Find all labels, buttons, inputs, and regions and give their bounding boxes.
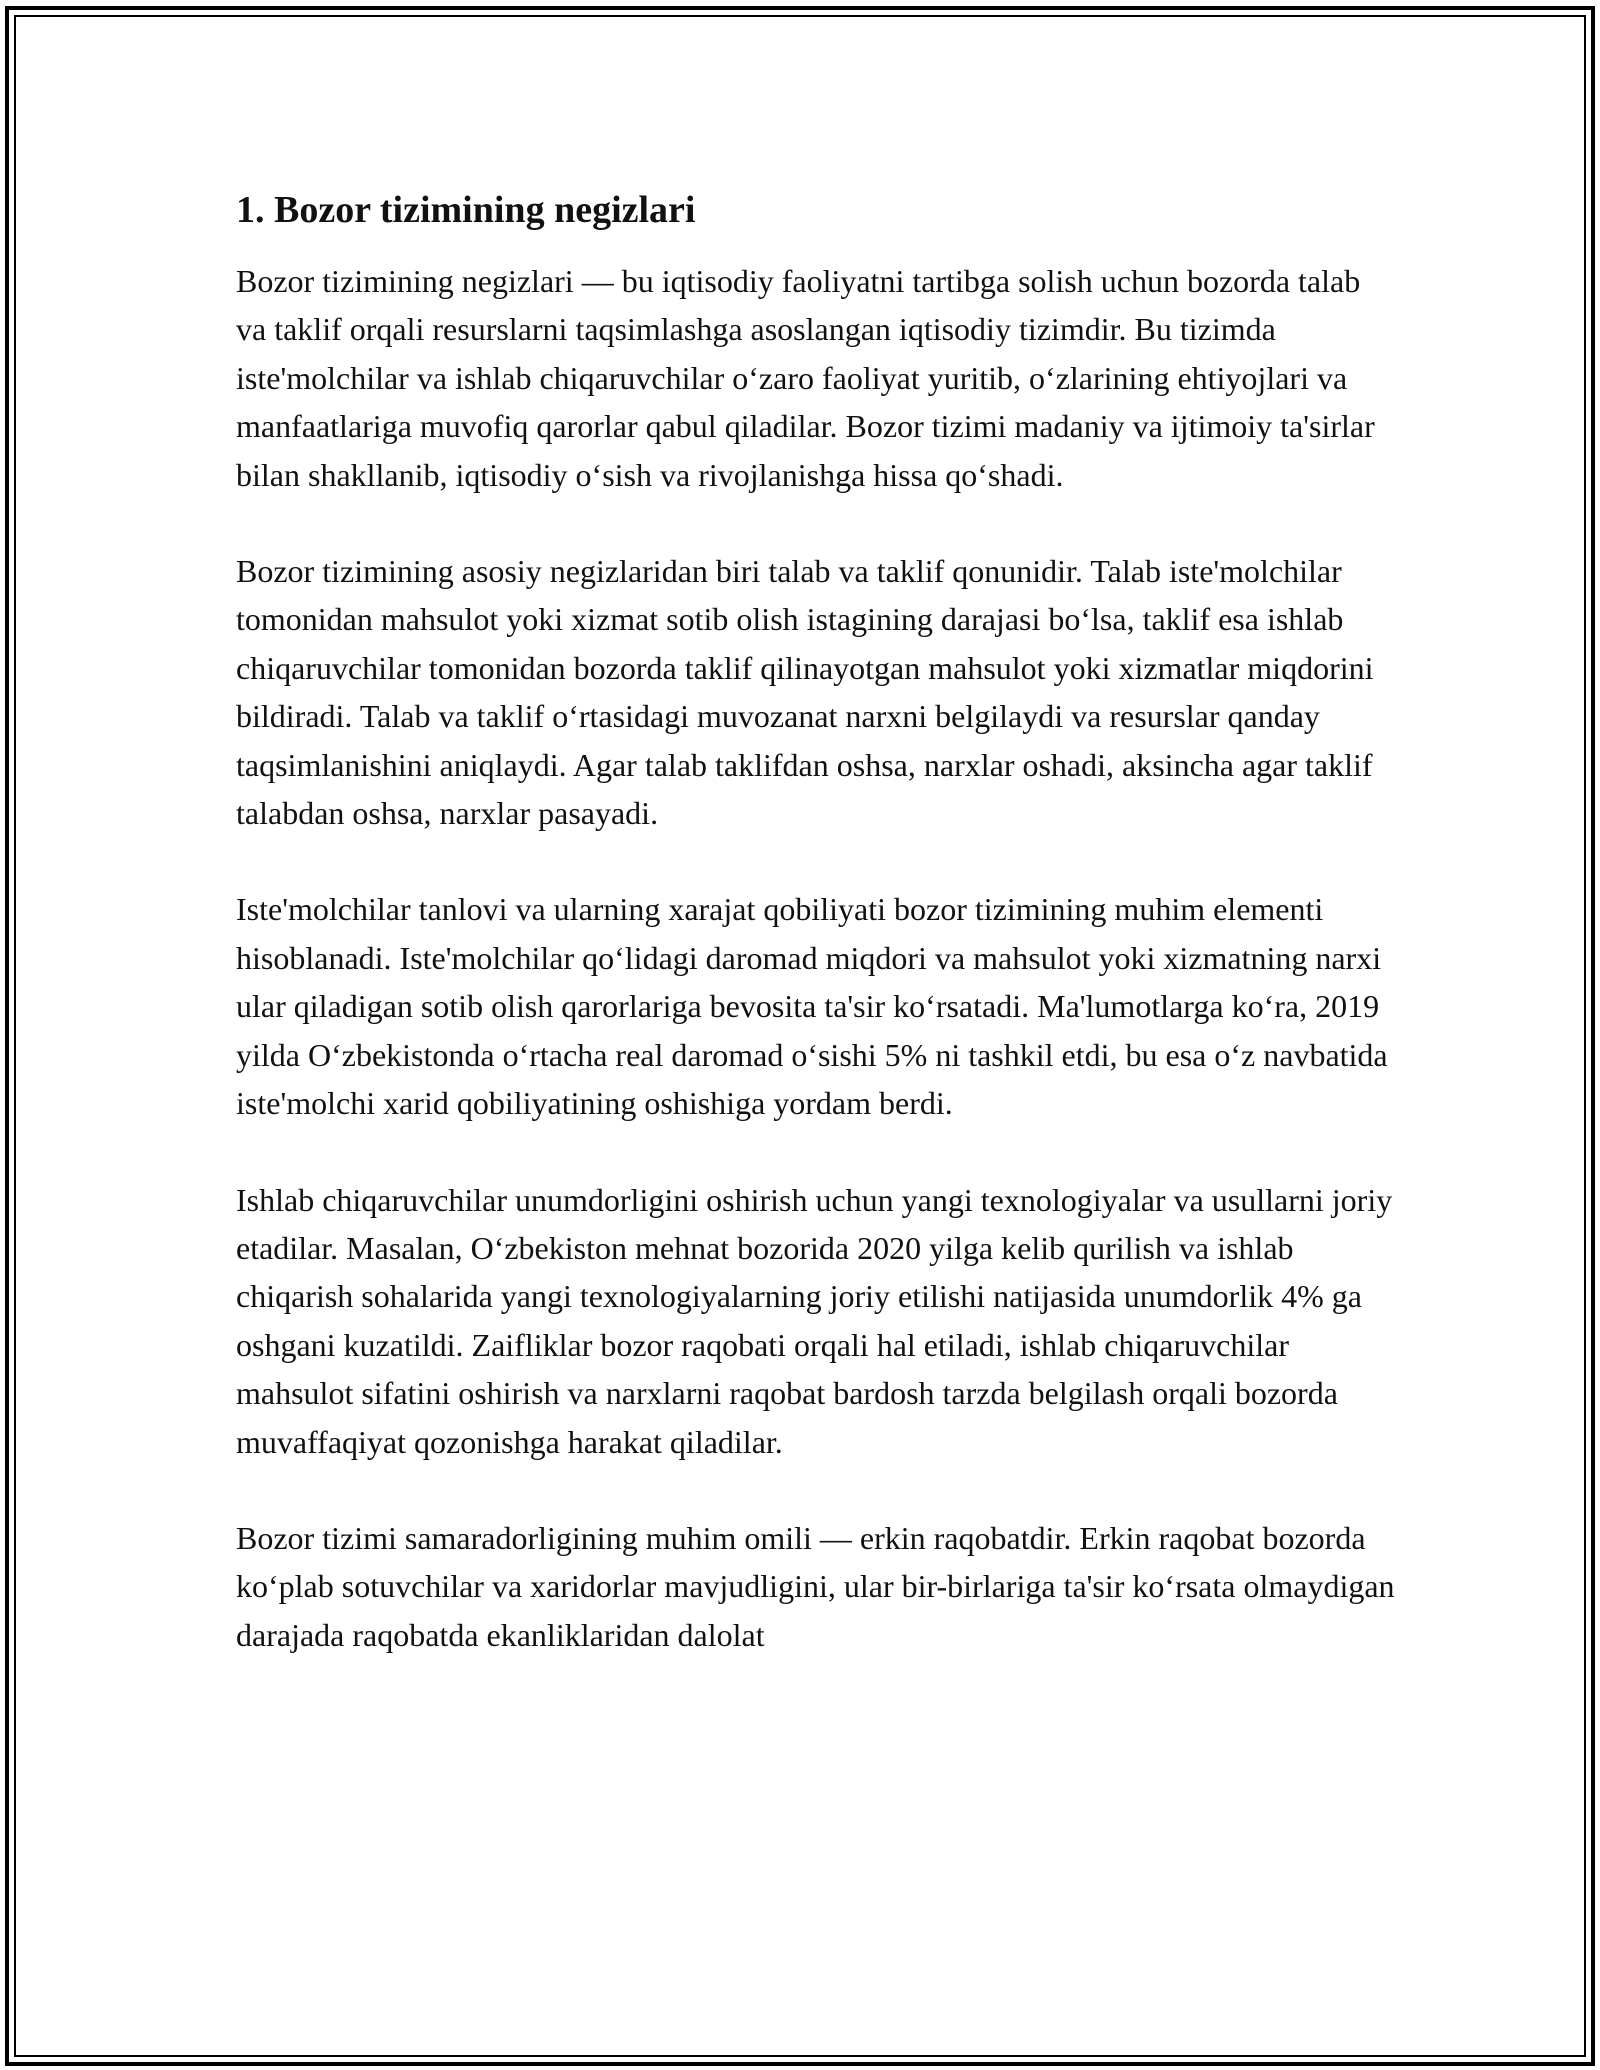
document-body [236, 185, 1396, 1707]
section-heading: 1. Bozor tizimining negizlari [236, 189, 696, 231]
paragraph-5: Bozor tizimi samaradorligining muhim omili — erkin raqobatdir. Erkin raqobat bozorda ko‘plab sotuvchilar va xaridorlar mavjudligini, ular bir-birlariga ta'sir ko‘rsata olmaydigan darajada raqobatda ekanliklaridan dalolat [236, 1519, 1395, 1653]
paragraph-4: Ishlab chiqaruvchilar unumdorligini oshirish uchun yangi texnologiyalar va usullarni joriy etadilar. Masalan, O‘zbekiston mehnat bozorida 2020 yilga kelib qurilish va ishlab chiqarish sohalarida yangi texnologiyalarning joriy etilishi natijasida unumdorlik 4% ga oshgani kuzatildi. Zaifliklar bozor raqobati orqali hal etiladi, ishlab chiqaruvchilar mahsulot sifatini oshirish va narxlarni raqobat bardosh tarzda belgilash orqali bozorda muvaffaqiyat qozonishga harakat qiladilar. [236, 1181, 1393, 1460]
paragraph-2: Bozor tizimining asosiy negizlaridan biri talab va taklif qonunidir. Talab iste'molchilar tomonidan mahsulot yoki xizmat sotib olish istagining darajasi bo‘lsa, taklif esa ishlab chiqaruvchilar tomonidan bozorda taklif qilinayotgan mahsulot yoki xizmatlar miqdorini bildiradi. Talab va taklif o‘rtasidagi muvozanat narxni belgilaydi va resurslar qanday taqsimlanishini aniqlaydi. Agar talab taklifdan oshsa, narxlar oshadi, aksincha agar taklif talabdan oshsa, narxlar pasayadi. [236, 553, 1374, 832]
paragraph-1: Bozor tizimining negizlari — bu iqtisodiy faoliyatni tartibga solish uchun bozorda talab va taklif orqali resurslarni taqsimlashga asoslangan iqtisodiy tizimdir. Bu tizimda iste'molchilar va ishlab chiqaruvchilar o‘zaro faoliyat yuritib, o‘zlarining ehtiyojlari va manfaatlariga muvofiq qarorlar qabul qiladilar. Bozor tizimi madaniy va ijtimoiy ta'sirlar bilan shakllanib, iqtisodiy o‘sish va rivojlanishga hissa qo‘shadi. [236, 263, 1375, 493]
paragraph-3: Iste'molchilar tanlovi va ularning xarajat qobiliyati bozor tizimining muhim elementi hisoblanadi. Iste'molchilar qo‘lidagi daromad miqdori va mahsulot yoki xizmatning narxi ular qiladigan sotib olish qarorlariga bevosita ta'sir ko‘rsatadi. Ma'lumotlarga ko‘ra, 2019 yilda O‘zbekistonda o‘rtacha real daromad o‘sishi 5% ni tashkil etdi, bu esa o‘z navbatida iste'molchi xarid qobiliyatining oshishiga yordam berdi. [236, 891, 1388, 1122]
